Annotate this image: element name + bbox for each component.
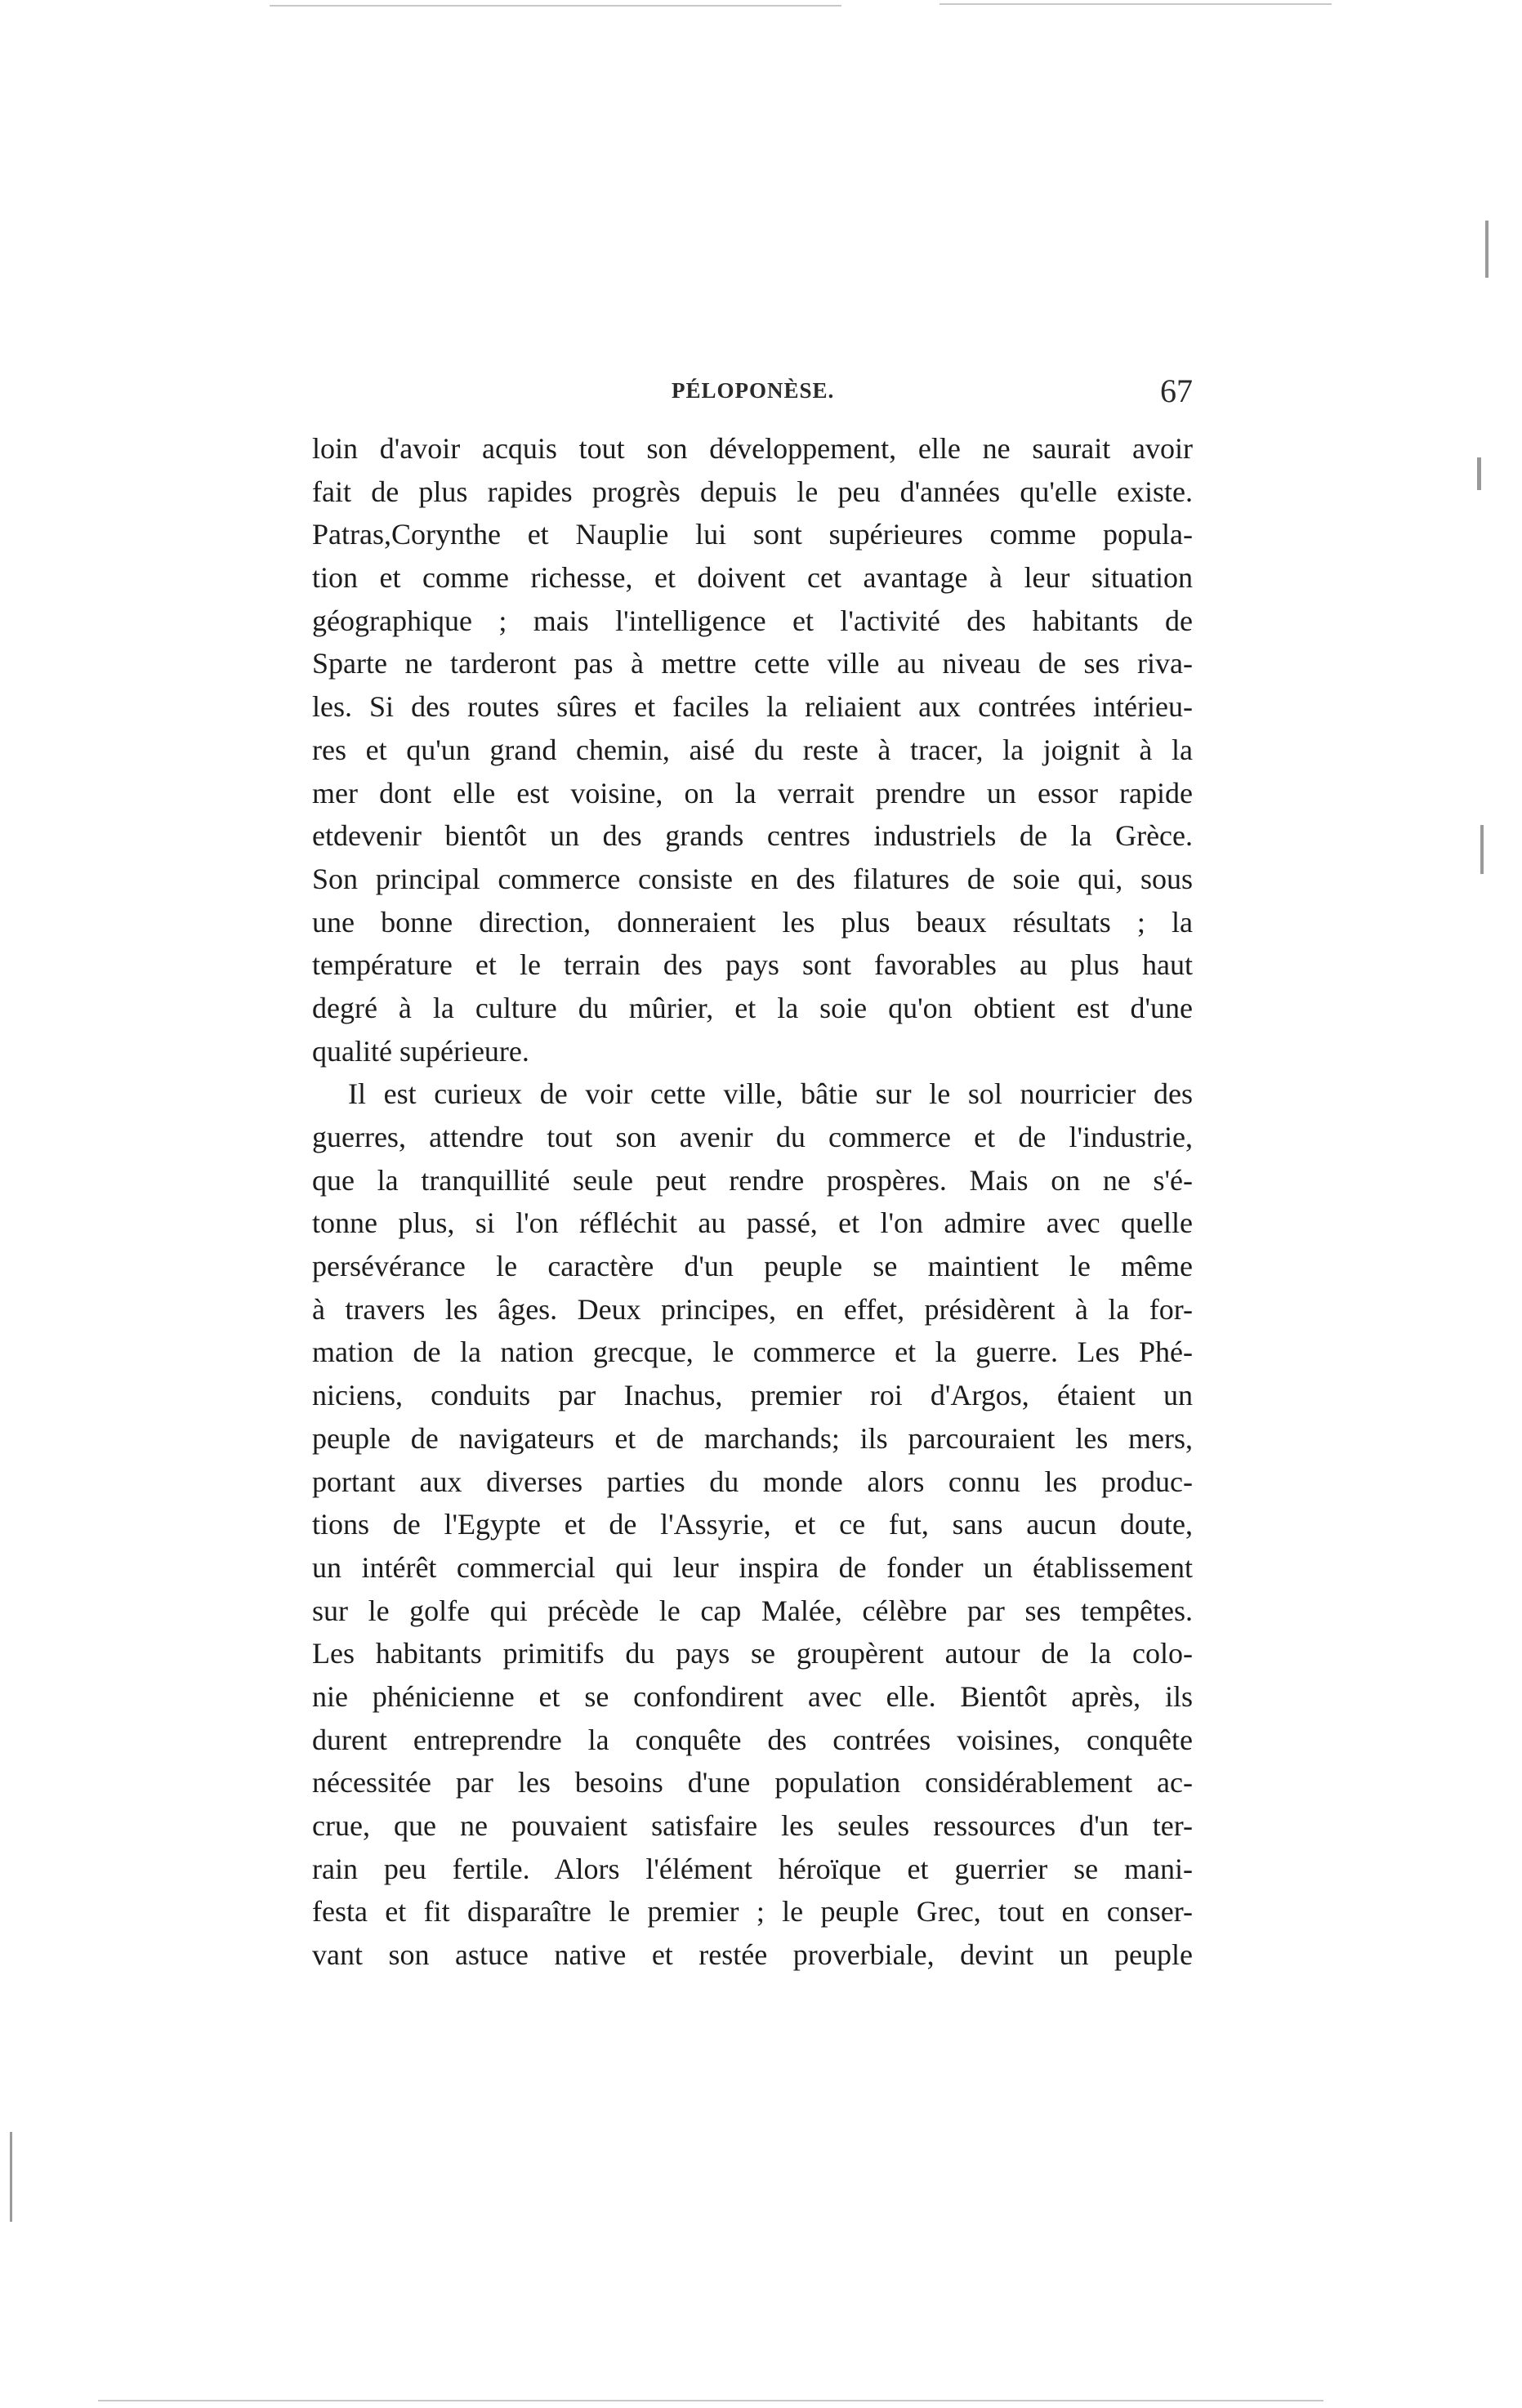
text-line: un intérêt commercial qui leur inspira de fonder un établissement [312, 1550, 1193, 1584]
text-line: géographique ; mais l'intelligence et l'activité des habitants de [312, 604, 1193, 637]
scan-speck [1477, 457, 1481, 490]
scan-speck [1480, 825, 1484, 874]
text-line: tions de l'Egypte et de l'Assyrie, et ce fut, sans aucun doute, [312, 1508, 1193, 1541]
scan-top-edge [270, 5, 841, 7]
text-line: guerres, attendre tout son avenir du commerce et de l'industrie, [312, 1121, 1193, 1153]
text-line: Les habitants primitifs du pays se groupèrent autour de la colo- [312, 1637, 1193, 1670]
text-line: etdevenir bientôt un des grands centres industriels de la Grèce. [312, 819, 1193, 853]
text-line: degré à la culture du mûrier, et la soie qu'on obtient est d'une [312, 991, 1193, 1024]
running-head [312, 372, 1193, 421]
text-line: persévérance le caractère d'un peuple se maintient le même [312, 1250, 1193, 1283]
text-line: nécessitée par les besoins d'une population considérablement ac- [312, 1766, 1193, 1799]
text-line: niciens, conduits par Inachus, premier roi d'Argos, étaient un [312, 1379, 1193, 1412]
text-line: Son principal commerce consiste en des filatures de soie qui, sous [312, 862, 1193, 895]
scan-speck [1485, 221, 1489, 278]
text-line: à travers les âges. Deux principes, en effet, présidèrent à la for- [312, 1292, 1193, 1326]
text-line: Patras,Corynthe et Nauplie lui sont supérieures comme popula- [312, 518, 1193, 551]
page-number: 67 [1160, 372, 1193, 409]
text-line: une bonne direction, donneraient les plus beaux résultats ; la [312, 905, 1193, 939]
text-line: les. Si des routes sûres et faciles la reliaient aux contrées intérieu- [312, 690, 1193, 724]
text-line: nie phénicienne et se confondirent avec elle. Bientôt après, ils [312, 1679, 1193, 1713]
text-line: Il est curieux de voir cette ville, bâtie sur le sol nourricier des [348, 1077, 1193, 1111]
text-line: loin d'avoir acquis tout son développement, elle ne saurait avoir [312, 432, 1193, 465]
text-line: peuple de navigateurs et de marchands; ils parcouraient les mers, [312, 1421, 1193, 1455]
text-line: tonne plus, si l'on réfléchit au passé, et l'on admire avec quelle [312, 1206, 1193, 1240]
text-line: crue, que ne pouvaient satisfaire les seules ressources d'un ter- [312, 1809, 1193, 1842]
running-title: PÉLOPONÈSE. [672, 378, 835, 403]
text-line: Sparte ne tarderont pas à mettre cette ville au niveau de ses riva- [312, 647, 1193, 680]
scan-speck [10, 2132, 12, 2222]
text-line: mer dont elle est voisine, on la verrait prendre un essor rapide [312, 776, 1193, 809]
text-line: qualité supérieure. [312, 1034, 529, 1068]
text-line: res et qu'un grand chemin, aisé du reste à tracer, la joignit à la [312, 733, 1193, 766]
text-line: mation de la nation grecque, le commerce et la guerre. Les Phé- [312, 1336, 1193, 1369]
text-line: tion et comme richesse, et doivent cet avantage à leur situation [312, 561, 1193, 595]
scan-top-edge-right [940, 3, 1332, 5]
text-line: température et le terrain des pays sont favorables au plus haut [312, 948, 1193, 982]
text-line: rain peu fertile. Alors l'élément héroïque et guerrier se mani- [312, 1852, 1193, 1885]
scan-bottom-edge [98, 2400, 1323, 2401]
text-line: festa et fit disparaître le premier ; le peuple Grec, tout en conser- [312, 1895, 1193, 1929]
text-line: sur le golfe qui précède le cap Malée, célèbre par ses tempêtes. [312, 1594, 1193, 1627]
text-line: vant son astuce native et restée proverbiale, devint un peuple [312, 1938, 1193, 1972]
text-line: durent entreprendre la conquête des contrées voisines, conquête [312, 1723, 1193, 1756]
body-text [312, 427, 1193, 1977]
text-line: portant aux diverses parties du monde alors connu les produc- [312, 1465, 1193, 1498]
text-line: que la tranquillité seule peut rendre prospères. Mais on ne s'é- [312, 1163, 1193, 1197]
text-line: fait de plus rapides progrès depuis le peu d'années qu'elle existe. [312, 475, 1193, 508]
